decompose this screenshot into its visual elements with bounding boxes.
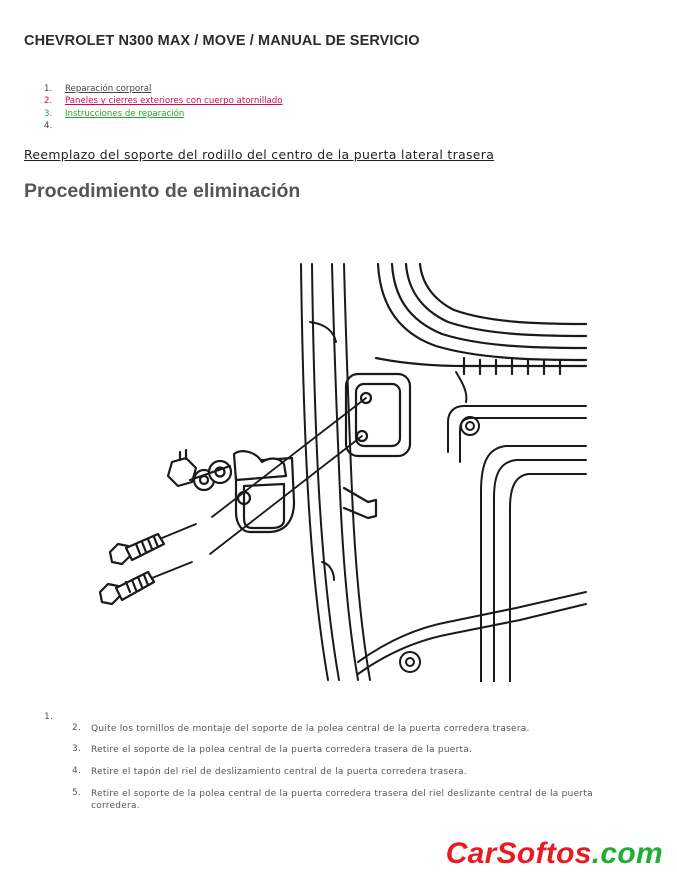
breadcrumb-item-repair-instructions <box>44 108 282 120</box>
inner-door-panel <box>358 372 586 682</box>
breadcrumb-number: 1. <box>44 84 53 94</box>
brand-domain: .com <box>591 837 663 870</box>
door-roller-bracket-illustration <box>96 262 588 682</box>
step-number: 4. <box>72 766 82 776</box>
step-number: 2. <box>72 723 82 733</box>
breadcrumb-number: 3. <box>44 108 53 119</box>
breadcrumb-number: 4. <box>44 120 53 131</box>
bolt-upper <box>110 534 164 564</box>
breadcrumb-link-body-repair[interactable]: Reparación corporal <box>65 84 152 94</box>
carsoftos-watermark <box>446 837 663 871</box>
page-title: Procedimiento de eliminación <box>24 180 301 202</box>
breadcrumb-link-panels[interactable]: Paneles y cierres exteriores con cuerpo atornillado <box>65 96 283 107</box>
doc-header-title: CHEVROLET N300 MAX / MOVE / MANUAL DE SERVICIO <box>24 33 420 49</box>
breadcrumb-item-body-repair <box>44 83 282 95</box>
step-number: 3. <box>72 744 82 754</box>
step-text: Quite los tornillos de montaje del soporte de la polea central de la puerta corredera trasera. <box>91 724 530 734</box>
step-text: Retire el soporte de la polea central de la puerta corredera trasera de la puerta. <box>91 745 473 755</box>
step-text: Retire el soporte de la polea central de la puerta corredera trasera del riel deslizante central de la puerta corredera. <box>91 789 593 811</box>
step-number-first: 1. <box>44 712 54 722</box>
breadcrumb-item-empty <box>44 120 282 132</box>
roller-bracket <box>168 450 294 532</box>
door-plate <box>344 374 410 518</box>
bolt-lower <box>100 572 154 604</box>
door-pillar-lines <box>301 264 370 680</box>
window-frame-curves <box>376 264 586 374</box>
breadcrumb-link-repair-instructions[interactable]: Instrucciones de reparación <box>65 108 185 119</box>
breadcrumb <box>44 83 282 132</box>
breadcrumb-item-panels <box>44 95 282 107</box>
section-link-replacement[interactable]: Reemplazo del soporte del rodillo del centro de la puerta lateral trasera <box>24 147 495 162</box>
breadcrumb-number: 2. <box>44 96 53 107</box>
step-number: 5. <box>72 788 82 798</box>
brand-name: CarSoftos <box>445 837 592 870</box>
step-text: Retire el tapón del riel de deslizamiento central de la puerta corredera trasera. <box>91 767 467 777</box>
